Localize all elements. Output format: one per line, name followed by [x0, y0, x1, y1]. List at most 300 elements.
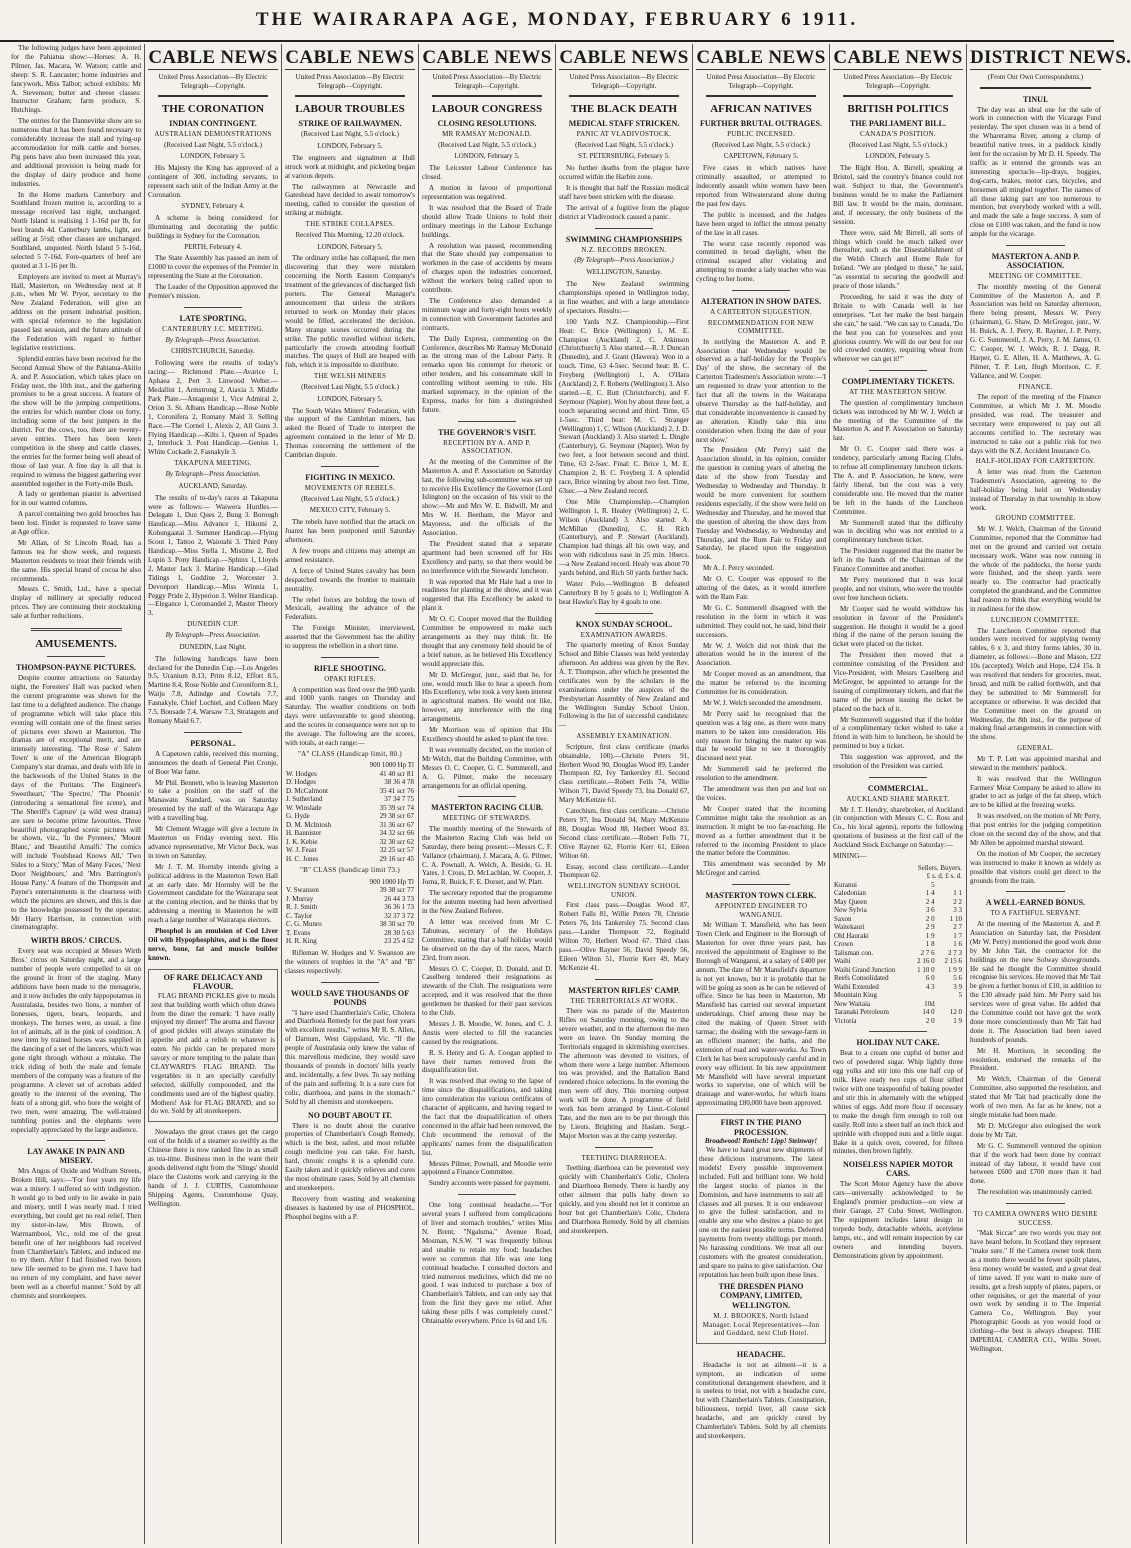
paragraph: It is thought that half the Russian medical staff have been stricken with the disease. [559, 184, 689, 202]
paragraph: There was no parade of the Masterton Rifles on Saturday morning, owing to the severe weather, and in the afternoon the men were on leave. On Sunday morning the Territorials engaged in skirmishing exercises. The afternoon was devoted to visitors, of whom there were a large number. Afternoon tea was provided, and the Battalion Band rendered choice selections. In the evening the men were off duty. This morning outpost work will be done. A programme of field work has been arranged by Lieut.-Colonel Tate, and the men are to be put through this by Lieuts. Brighting and Haslam. Sergt.-Major Morton was at the camp yesterday. [559, 1007, 689, 1140]
article-heading: FIGHTING IN MEXICO. [305, 473, 395, 482]
paragraph: Proceeding, he said it was the duty of Britain to with Canada well in her enterprises. "Let her make the best bargain she can," he said. "We can say to Canada, 'Do the best you can for yourselves and your glorious country. We will do our best for our old crowded country, requiring wheat from wherever we can get it!'" [833, 293, 963, 364]
paragraph: The Right Hon. A. Birrell, speaking at Bristol, said the country's finance could not wait. Subject to that, the Government's business would be to make the Parliament Bill law. It would be the main, dominant, and, if necessary, the only business of the session. [833, 164, 963, 226]
paragraph: Mr O. C. Cooper was opposed to the altering of the dates, as it would interfere with the Ram Fair. [696, 575, 826, 601]
row-name: C. Taylor [286, 911, 313, 920]
divider [843, 95, 953, 97]
article-heading: TO CAMERA OWNERS WHO DESIRE SUCCESS. [973, 1210, 1098, 1227]
paragraph: The Foreign Minister, interviewed, asserted that the Government has the ability to suppress the rebellion in a short time. [285, 624, 415, 651]
article-heading: ALTERATION IN SHOW DATES. [700, 297, 822, 307]
article-subheading: THE WELSH MINERS [313, 372, 387, 381]
columns [8, 44, 1131, 1544]
row-value: 29 16 scr 45 [379, 854, 414, 863]
paragraph: This amendment was seconded by Mr McGregor and carried. [696, 860, 826, 878]
paragraph: The railwaymen at Newcastle and Gateshead have decided to await tomorrow's meeting, called to consider the question of striking at midnight. [285, 182, 415, 218]
table-header: 900 1000 Hp Tl [369, 761, 414, 770]
paragraph: There were, said Mr Birrell, all sorts of things which could be much talked over thereafter, such as the Disestablishment of the Welsh Church and Home Rule for Ireland. "We are pledged to these," he said, "as essential to securing the goodwill and peace of those islands." [833, 228, 963, 291]
paragraph: "Mak Siccar" are two words you may not have heard before. In Scotland they represent "make sure." If the Camera owner took them as a motto there would be fewer spoilt plates, less money would be wasted, and a great deal of time saved. If you want to make sure of results, get a fresh supply of plates, papers, or other requisites, or get the material of your own work by sending it to The Imperial Camera Co., Wellington. Buy your Photographic Goods as you would food or clothing—the best is always cheapest. THE IMPERIAL CAMERA CO., Willis Street, Wellington. [970, 1229, 1101, 1353]
received-line: (Received Last Night, 5.5 o'clock.) [849, 140, 947, 149]
article-heading: TEETHING DIARRHOEA. [581, 1153, 667, 1162]
divider [732, 290, 791, 291]
row-value: 1 9 [925, 931, 935, 940]
row-name: R. J. Smith [286, 903, 318, 912]
divider [869, 777, 928, 778]
divider [1006, 891, 1065, 892]
table-row [833, 1000, 963, 1009]
article-subheading: THE TERRITORIALS AT WORK. [570, 996, 678, 1005]
divider [1006, 245, 1065, 246]
divider [869, 370, 928, 371]
row-value: 2 15 6 [944, 957, 962, 966]
paragraph: Messrs Pilmer, Pownall, and Moodie were appointed a Finance Committee. [422, 1159, 552, 1177]
correspondents-credit: (From Our Own Correspondents.) [987, 73, 1084, 81]
paragraph: The President then moved that a committee consisting of the President and Vice-President, with Messrs Caselberg and McGregor, be appointed to arrange for the issuing of complimentary tickets, and that the name of the person issuing the ticket be placed on the back of it. [833, 651, 963, 713]
column-1 [8, 44, 145, 1544]
scores-table-a [285, 761, 415, 863]
received-line: Received This Morning, 12.20 o'clock. [295, 230, 405, 239]
article-subheading: ASSEMBLY EXAMINATION. [576, 732, 672, 741]
column-6 [693, 44, 830, 1544]
paragraph: This suggestion was approved, and the resolution of the President was carried. [833, 753, 963, 771]
table-header: £ s. d. £ s. d. [926, 872, 962, 881]
ad-company: THE DRESDEN PIANO COMPANY, LIMITED, WELLINGTON. [718, 1281, 804, 1310]
paragraph: The arrival of a fugitive from the plague district at Vladivostock caused a panic. [559, 203, 689, 221]
table-row [833, 889, 963, 898]
column-8 [967, 44, 1131, 1544]
article-subheading: STRIKE OF RAILWAYMEN. [298, 119, 402, 128]
article-subheading: INDIAN CONTINGENT. [169, 119, 257, 128]
paragraph: Mr H. Morrison, in seconding the resolution, endorsed the remarks of the President. [970, 1046, 1101, 1073]
article-subheading: FURTHER BRUTAL OUTRAGES. [699, 119, 823, 128]
divider [184, 307, 243, 308]
dateline: LONDON, February 5. [865, 152, 931, 161]
row-name: W. J. Feast [286, 846, 317, 855]
article-subheading: EXAMINATION AWARDS. [580, 630, 668, 639]
paragraph: At the meeting of the Masterton A. and P. Association on Saturday last, the President (Mr W. Perry) mentioned the good work done by Mr John Tait, the contractor for the buildings on the new Solway showgrounds. He said he thought the Committee should recognise his services. He moved that Mr Tait be given a further bonus of £10, in addition to the £30 already paid him. Mr Perry said his services were of great value. He added that the Committee could not have got the work done more conscientiously than Mr Tait had done it. The Association had been saved hundreds of pounds. [970, 919, 1101, 1044]
article-subheading: APPOINTED ENGINEER TO WANGANUI. [714, 902, 808, 919]
column-heading: DISTRICT NEWS. [970, 44, 1101, 70]
article-subheading: PANIC AT VLADIVOSTOCK. [576, 130, 672, 138]
row-value: 1 7 [953, 931, 962, 940]
table-row [285, 812, 415, 821]
row-name: May Queen [834, 897, 867, 906]
article-subheading: MEETING OF STEWARDS. [442, 814, 532, 823]
paragraph: Mr Cooper moved as an amendment, that the matter be referred to the incoming Committee for its consideration. [696, 670, 826, 697]
article-subheading: HALF-HOLIDAY FOR CARTERTON. [975, 457, 1096, 466]
paragraph: Rifleman W. Hodges and V. Swanson are the winners of trophies in the "A" and "B" classes respectively. [285, 948, 415, 975]
received-line: (Received Last Night, 5.5 o'clock.) [712, 140, 810, 149]
article-subheading: CLOSING RESOLUTIONS. [437, 119, 537, 128]
paragraph: Mr O. C. Cooper said there was a tendency, particularly among Racing Clubs, to refuse all complimentary luncheon tickets. The A. and P. Association, he knew, were fairly liberal, but the cost was a very considerable one. He moved that the matter be left in the hands of the Luncheon Committee. [833, 445, 963, 516]
row-name: Crown [834, 940, 854, 949]
table-row [285, 804, 415, 813]
table-row [833, 923, 963, 932]
ad-agents: M. J. BROOKES, North Island Manager. Local Representatives—Inn and Goddard, next Club Hotel. [702, 1312, 820, 1338]
paragraph: Employers are invited to meet at Murray's Hall, Masterton, on Wednesday next at 8 p.m., when Mr W. Pryor, secretary to the New Zealand Federation, will give an address on the present industrial position, with special reference to the legislation passed last session, and the future attitude of the Federation with regard to further legislative restrictions. [11, 272, 141, 352]
table-row [285, 903, 415, 912]
paragraph: The President suggested that the matter be left in the hands of the Chairman of the Finance Committee and another. [833, 547, 963, 574]
row-value: 1 9 9 [948, 965, 962, 974]
row-value: 3 3 [953, 906, 962, 915]
paragraph: A lady or gentleman pianist is advertised for in our wanted columns. [11, 490, 141, 508]
section-heading: AMUSEMENTS. [35, 638, 117, 651]
row-value: 14 0 [922, 1008, 935, 1017]
row-value: 2 0 [925, 1016, 935, 1025]
paragraph: The quarterly meeting of Knox Sunday School and Bible Classes was held yesterday afternoon. An address was given by the Rev. A. T. Thompson, after which he presented the certificates won by the scholars in the examinations under the auspices of the Presbyterian Assembly of New Zealand and the Wellington Sunday School Union. Following is the list of successful candidates:— [559, 641, 689, 730]
dateline: LONDON, February 5. [317, 394, 383, 403]
paragraph: The day was an ideal one for the sale of work in connection with the Vicarage Fund yesterday. The spot chosen was in a bend of the Wharerama River, among a clump of beautiful native trees, in a paddock kindly lent for the occasion by Mr D. H. Speedy. The traffic as it entered the grounds was an interesting spectacle—lip-drays, buggies, dog-carts, brakes, motor cars, bicycles, and horsemen all mingled together. The names of all those taking part are too numerous to mention, but everybody worked with a will, and made the sale a huge success. A sum of close on £100 was taken, and the fund is now ample for the vicarage. [970, 105, 1102, 239]
paragraph: It was reported that Mr Hale had a tree in readiness for planting at the show, and it was suggested that His Excellency be asked to plant it. [422, 577, 552, 613]
article-heading: MASTERTON RIFLES' CAMP. [568, 985, 680, 995]
row-name: Victoria [834, 1016, 857, 1025]
article-heading: KNOX SUNDAY SCHOOL. [575, 619, 673, 629]
dateline: WELLINGTON, Saturday. [586, 268, 662, 277]
article-heading: SWIMMING CHAMPIONSHIPS [565, 234, 683, 244]
paragraph: The rebel forces are holding the town of Mexicali, awaiting the advance of the Federalists. [285, 595, 415, 622]
article-subheading: CANTERBURY J.C. MEETING. [162, 325, 264, 333]
paragraph: Catechism, first class certificate.—Christie Peters 97, Ina Donald 94, Mary McKenzie 88, Douglas Wood 88, Herbert Wood 83. Second class certificate.—Robert Fells 71, Olive Rayner 62, Florrie Kerr 61, Eileen Wilton 60. [559, 807, 689, 860]
received-line: (Received Last Night, 5.5 o'clock.) [164, 140, 262, 149]
paragraph: Mr J. T. Hendry, sharebroker, of Auckland (in conjunction with Messrs C. C. Ross and Co., his local agents), reports the following quotations of business at the first call of the Auckland Stock Exchange on Saturday:— [833, 805, 963, 850]
received-line: (Received Last Night, 5.5 o'clock.) [438, 140, 536, 149]
table-row [285, 920, 415, 929]
paragraph: The Daily Express, commenting on the Conference, describes Mr Ramsay McDonald as the strong man of the Labour Party. It remarks upon his contempt for rhetoric or other tenders, and his consummate skill in controlling without seeming to rule. His marked supremacy, in the opinion of the Express, marks for him a distinguished future. [422, 334, 552, 414]
table-row [833, 949, 963, 958]
article-subheading: AUSTRALIAN DEMONSTRATIONS [154, 130, 272, 138]
paragraph: It was resolved, on the motion of Mr Perry, that post entries for the judging competition close on the second day of the show, and that Mr Allen be appointed marshal steward. [970, 812, 1101, 847]
dateline: PERTH, February 4. [184, 242, 242, 251]
row-value: 3 9 [953, 982, 962, 991]
article-heading: HEADACHE. [736, 1349, 786, 1359]
paragraph: The secretary reported that the programme for the autumn meeting had been advertised in the New Zealand Referee. [422, 889, 552, 916]
paragraph: The Luncheon Committee reported that tenders were received for supplying twenty tables, 6 x 3, and thirty forms tables, 30 in. diameter, as follows:—Bone and Mason, £22 10s (accepted); Welch and Hope, £24 15s. It was resolved that tenders for groceries, meat, bread, and milk be called forthwith, and that they be submitted to Mr Summerell for acceptance or otherwise. It was decided that the Committee meet on the ground on Wednesday, the 8th inst., for the purpose of making final arrangements in connection with the show. [970, 626, 1101, 742]
row-name: D. Hodges [286, 778, 316, 787]
article-subheading: FINANCE. [1018, 382, 1053, 391]
dateline: SYDNEY, February 4. [181, 201, 245, 210]
row-value: 1 10 [949, 914, 962, 923]
divider [47, 1140, 106, 1141]
paragraph: A Capetown cable, received this morning, announces the death of General Piet Cronje, of Boer War fame. [148, 749, 278, 776]
row-name: H. C. Jones [286, 854, 319, 863]
paragraph: Mr William T. Mansfield, who has been Town Clerk and Engineer to the Borough of Masterton for over three years past, has received the appointment of Engineer to the Borough of Wanganui, at a salary of £400 per annum. The date of Mr Mansfield's departure is not yet known, but it is probable that he will be going as soon as he can be relieved of office. Since he has been in Masterton, Mr Mansfield has carried out several important undertakings. Chief among these may be cited the making of Queen Street with tarmac; the dealing with the sewage-farm in an efficient manner; the baths, and the extension of road and water-works. As Town Clerk he has been scrupulously careful and in every way efficient. In his new appointment Mr Mansfield will have several important works to supervise, one of which will be drainage and water-works, for which loans approximating £80,000 have been approved. [696, 921, 826, 1108]
paragraph: Mr Summerell stated that the difficulty was in deciding who was not entitled to a complimentary luncheon ticket. [833, 518, 963, 545]
row-value: 1 1 [953, 889, 962, 898]
column-7 [830, 44, 967, 1544]
divider [595, 1147, 654, 1148]
dateline: LONDON, February 5. [454, 152, 520, 161]
paragraph: First class pass.—Douglas Wood 87, Robert Falls 81, Willie Peters 78, Christie Peters 76, Iris Tankersley 75. Second class pass.—Lander Thompson 72, Reginald Wilton 70, Herbert Wood 67. Third class pass.—Olive Rayner 56, David Speedy 56, Eileen Wilton 51, Florrie Kerr 49, Mary McKenzie 41. [559, 901, 689, 972]
row-value: 5 [958, 991, 962, 1000]
row-name: Waihi Extended [834, 982, 879, 991]
row-name: Reefs Consolidated [834, 974, 889, 983]
table-row [285, 829, 415, 838]
paragraph: The Leicester Labour Conference has closed. [422, 164, 552, 182]
paragraph: No further deaths from the plague have occurred within the Harbin zone. [559, 164, 689, 182]
row-value: 2 7 6 [920, 948, 935, 957]
table-row [833, 915, 963, 924]
row-name: Waihi [834, 957, 851, 966]
row-value: 1 8 [925, 940, 935, 949]
paragraph: One Mile Championship.—Champion Wellington 1, R. Healey (Wellington) 2, C. Wilson (Auckland) 3. Also started: A. McMillan (Dunedin), C. H. Rich (Canterbury), and P. Stewart (Auckland). Champion had things all his own way, and won with ridiculous ease in 25 min. 18secs.—a New Zealand record. Healy was about 70 yards behind, and Rich 50 yards further back. [559, 497, 689, 578]
divider [31, 628, 122, 631]
article-heading: WOULD SAVE THOUSANDS OF POUNDS [290, 988, 410, 1007]
article-subheading: GENERAL. [1017, 744, 1054, 753]
row-name: V. Swanson [286, 886, 319, 895]
paragraph: The engineers and signalmen at Hull struck work at midnight, and picketing began at various depots. [285, 153, 415, 180]
paragraph: The rebels have notified that the attack on Juarez has been postponed until Saturday afternoon. [285, 518, 415, 545]
article-heading: AFRICAN NATIVES [710, 103, 812, 115]
ad-body: We have to hand great new shipments of these delicious instruments. The latest models! Every possible improvement included. Full and brilliant tone. We hold the largest stocks of pianos in the Dominion, and have instruments to suit all classes and all purses. It is our endeavour to give the fullest satisfaction, and to enable any one who desires a piano to get one on the easiest possible terms. Deferred payments from twenty shillings per month. No harassing conditions. We treat all our customers with the greatest consideration, and spare no pains to give satisfaction. Our reputation has been built upon these lines. [699, 1146, 823, 1279]
press-credit: United Press Association—By Electric Telegraph—Copyright. [843, 73, 953, 90]
press-credit: United Press Association—By Electric Telegraph—Copyright. [432, 73, 542, 90]
row-name: T. Evans [286, 928, 311, 937]
row-name: G. Hyde [286, 812, 310, 821]
table-row [833, 991, 963, 1000]
row-value: 1 6 [953, 940, 962, 949]
ad-piano-names: Broadwood! Ronisch! Lipp! Steinway! [704, 1137, 818, 1146]
wire-credit: By Telegraph—Press Association. [165, 335, 261, 344]
table-row [285, 846, 415, 855]
column-3 [282, 44, 419, 1544]
divider [321, 466, 380, 467]
column-5 [556, 44, 693, 1544]
dateline: CHRISTCHURCH, Saturday. [171, 347, 255, 356]
paragraph: 100 Yards N.Z. Championship.—First Heat: C. Brice (Wellington) 1, M. E. Champion (Auckland) 2, C. Atkinson (Christchurch) 3. Also started.—R. J. Duncan (Dunedin), and J. Grant (Hawera). Won in a touch. Time, 63 4-5sec. Second heat: B. C. Freyberg (Wellington) 1, A. O'Hara (Auckland) 2, F. Roberts (Wellington) 3. Also started.—E. C. Butt (Christchurch), and F. Seymour (Napier). Won by about three feet, a touch separating second and third. Time, 65 1-5sec. Third heat: M. C. Stranger (Wellington) 1, C. Wilson (Auckland) 2, J. D. Stewart (Auckland) 3. Also started: L. Dingle (Canterbury), G. Seymour (Napier). Won by two feet, a foot between second and third. Time, 63 2-5sec. Final: C. Brice 1, M. E. Champion 2, B. C. Freyberg 3. A splendid race, Brice winning by about two feet. Time, 63sec.—a New Zealand record. [559, 317, 689, 495]
table-title: "A" CLASS (Handicap limit, 80.) [297, 749, 403, 758]
row-value: 32 30 scr 62 [379, 837, 414, 846]
masthead-title: THE WAIRARAPA AGE, MONDAY, FEBRUARY 6 1911. [255, 9, 859, 30]
paragraph: It was resolved that the Board of Trade should allow Trade Unions to hold their ordinary meetings in the Labour Exchange buildings. [422, 203, 552, 239]
paragraph: The ordinary strike has collapsed, the men discovering that they were mistaken concerning the North Eastern Company's treatment of the grievances of discharged fish porters. The General Manager's announcement that unless the strikers returned to work on Monday their places would be filled, accelerated the decision. Many strange scenes occurred during the strike. The public travelled without tickets, particularly the crowds attending football matches. The quays of Hull are heaped with fish, which it is impossible to distribute. [285, 254, 415, 370]
paragraph: One long continual headache.—"For several years I suffered from complications of liver and stomach troubles," writes Miss N. Brent, "Ngaluma," Avenue Road, Mosman, N.S.W. "I was frequently bilious and unable to retain my food; headaches were so common that life was one long continual headache. I consulted doctors and tried numerous medicines, which did me no good. I was induced to purchase a box of Chamberlain's Tablets, and can only say that from the first they gave me relief. After taking these pills I was completely cured." Obtainable everywhere. Price 1s 6d and 1/6. [422, 1201, 552, 1326]
paragraph: Recovery from wasting and weakening diseases is hastened by use of PHOSPHOL. Phosphol begins with a P. [285, 1194, 415, 1221]
received-line: (Received Last Night, 5.5 o'clock.) [301, 130, 399, 138]
row-value: 32 37 3 72 [384, 911, 414, 920]
share-table [833, 864, 963, 1026]
ad-title: OF RARE DELICACY AND FLAVOUR. [163, 972, 263, 992]
paragraph: Scripture, first class certificate (marks obtainable, 100).—Christie Peters 91, Herbert Wood 90, Douglas Wood 89, Lander Thompson 82, Ivy Tankersley 81. Second class certificate.—Robert Fells 74, Willie Wilson 71, David Speedy 73, Ina Donald 67, Mary McKenzie 61. [559, 742, 689, 805]
press-credit: United Press Association—By Electric Telegraph—Copyright. [569, 73, 679, 90]
paragraph: Mr W. J. Welch seconded the amendment. [703, 698, 823, 707]
article-subheading: WELLINGTON SUNDAY SCHOOL UNION. [567, 882, 681, 899]
divider [432, 95, 542, 97]
article-subheading: MEDICAL STAFF STRICKEN. [568, 119, 680, 128]
column-heading: CABLE NEWS [285, 44, 415, 70]
paragraph: A few troops and citizens may attempt an armed resistance. [285, 547, 415, 564]
divider [158, 95, 268, 97]
article-heading: THE GOVERNOR'S VISIT. [438, 427, 536, 437]
row-name: Waitekauri [834, 923, 865, 932]
row-name: New Sylvia [834, 906, 867, 915]
paragraph: The following handicaps have been declared for the Dunedin Cup.—Los Angeles 9.5, Uranium 8.13, Prim 8.12, Effort 8.5, Martine 8.4, Rose Noble and Coroniform 8.1, Waiju 7.8, Adindge and Cowtals 7.7, Fasnakyle, Chief Lochiel, and Colleen Mary 7.5, Bonsade 7.4, Warsaw 7.3, Stratagem and Romany Maid 6.7. [148, 654, 278, 725]
paragraph: Mr G. C. Summerell disagreed with the resolution in the form in which it was submitted. They could not, he said, bind their successors. [696, 603, 826, 639]
paragraph: Mr T. P. Lett was appointed marshal and steward in the members' paddock. [970, 754, 1101, 772]
row-value: 31 36 scr 67 [379, 820, 414, 829]
table-row [285, 929, 415, 938]
row-value: 6 0 [925, 974, 935, 983]
table-row [285, 855, 415, 864]
paragraph: Mr G. C. Summerell ventured the opinion that if the work had been done by contract instead of day labour, it would have cost between £600 and £700 more than it had done. [970, 1141, 1101, 1186]
article-subheading: TO A FAITHFUL SERVANT. [990, 909, 1081, 918]
row-value: 1 10 0 [917, 965, 935, 974]
row-name: New Waitaia [834, 999, 871, 1008]
column-heading: CABLE NEWS [833, 44, 963, 70]
article-heading: MASTERTON A. AND P. ASSOCIATION. [991, 252, 1080, 271]
received-line: (Received Last Night, 5.5 o'clock.) [301, 382, 399, 391]
row-value: 38 36 4 78 [384, 778, 414, 787]
paragraph: The Leader of the Opposition approved the Premier's mission. [148, 283, 278, 301]
paragraph: A motion in favour of proportional representation was negatived. [422, 184, 552, 202]
dateline: CAPETOWN, February 5. [723, 152, 799, 161]
article-heading: A WELL-EARNED BONUS. [985, 898, 1086, 908]
row-name: J. Murray [286, 894, 314, 903]
paragraph: Beat to a cream one cupful of butter and two of powdered sugar. Whip lightly three egg yolks and stir into this one half cup of milk. Have ready two cups of flour sifted twice with one teaspoonful of baking powder and stir this in alternately with the whipped whites of eggs. Add more flour if necessary to make the dough firm enough to roll out easily. Roll into a sheet half an inch thick and sprinkle with chopped nuts and a little sugar. Bake in a quick oven, covered, for fifteen minutes, then brown lightly. [833, 1049, 963, 1156]
paragraph: Every seat was occupied at Messrs Wirth Bros.' circus on Saturday night, and a large number of people were compelled to sit on the ground in front of the staging. Many additions have been made to the menagerie, and it now includes the only hippopotamus in Australasia, besides two lions, a number of lionesses, tigers, bears, leopards, and monkeys. The horses were, as usual, a fine lot of animals, all in the pink of condition. A new item by trained horses was supplied in the dancing of a set of the lancers, which was gone right through without a mistake. The trick riding of both the male and female members of the company was a feature of the programme. A clever set of acrobats added greatly to the interest of the evening. The feats of a strong girl, who bore the weight of two men, were amazing. The well-trained tumbling ponies and the elephants were especially appreciated by the large audience. [11, 947, 141, 1134]
divider [569, 95, 679, 97]
table-row [833, 966, 963, 975]
article-subheading: DUNEDIN CUP. [187, 620, 239, 629]
article-subheading: MR RAMSAY McDONALD. [442, 130, 532, 138]
article-subheading: MEETING OF COMMITTEE. [988, 272, 1083, 281]
table-row [833, 974, 963, 983]
row-value: 36 36 1 73 [384, 903, 414, 912]
article-heading: HOLIDAY NUT CAKE. [856, 1038, 940, 1048]
article-heading: COMPLIMENTARY TICKETS. [841, 377, 955, 387]
row-name: Kuranui [834, 880, 857, 889]
scores-table-b [285, 878, 415, 946]
article-heading: PERSONAL. [190, 738, 236, 748]
table-row [285, 937, 415, 946]
article-subheading: OPAKI RIFLES. [324, 675, 376, 683]
paragraph: A letter was received from Mr C. Tabuteau, secretary of the Holidays Committee, stating that a half holiday would be observed on the day of the races, March 23rd, from noon. [422, 917, 552, 962]
table-row [285, 886, 415, 895]
table-row [833, 1017, 963, 1026]
article-heading: TINUI. [1022, 94, 1049, 104]
article-heading: LABOUR TROUBLES [295, 103, 405, 115]
article-heading: MASTERTON RACING CLUB. [431, 803, 543, 813]
article-subheading: RECOMMENDATION FOR NEW COMMITTEE. [707, 318, 815, 336]
divider [706, 95, 816, 97]
divider [869, 1031, 928, 1032]
paragraph: Five cases in which natives have criminally assaulted, or attempted to indecently assault white women have been reported from Witwatersrand alone during the past few days. [696, 164, 826, 208]
divider [321, 982, 380, 983]
wire-credit: By Telegraph—Press Association. [165, 469, 261, 478]
paragraph: Despite counter attractions on Saturday night, the Foresters' Hall was packed when the current programme was shown for the last time to a delighted audience. The change of programme which will take place this evening will contain one of the finest series of pictures ever shown at Masterton. The dramas are of exceptional merit, and are intensely interesting. 'The Rose o' Salem Town' is one of the American Biograph Company's star dramas, and deals with life in the backwoods of the United States in the days of the Puritans. 'The Engineer's Sweetheart,' 'The Spectre,' 'The Phoenix' (introducing a sensational fire scene), and 'The Sheriff's Capture' (a wild west drama) are sure to become prime favourites. Three beautiful photographed scenic pictures will be shown, viz., 'In the Pyrenees,' 'Mount Blanc,' and 'Beautiful Amalfi.' The comics will include 'Foolshead Knows All,' 'Two Sides to a Story,' 'Man of Many Faces,' 'Next Door Neighbours,' and 'Mrs Barrington's House Party.' A feature of the Thompson and Payne's entertainments is the clearness with which the pictures are shown, and this is due to the knowledge possessed by the operator, Mr Harry Harrison, in connection with cinematography. [11, 674, 141, 932]
table-row [833, 940, 963, 949]
paragraph: Messrs C. Smith, Ltd., have a special display of millinery at specially reduced prices. They are continuing their stocktaking sale at further reductions. [11, 585, 141, 621]
article-heading: NOISELESS NAPIER MOTOR CARS. [842, 1160, 954, 1179]
row-value: 2 16 0 [917, 957, 935, 966]
divider [458, 796, 517, 797]
table-row [833, 932, 963, 941]
table-row [833, 898, 963, 907]
column-heading: CABLE NEWS [696, 44, 826, 70]
row-name: Talisman con. [834, 948, 874, 957]
article-subheading: CANADA'S POSITION. [860, 130, 936, 138]
paragraph: Mr D. McGregor, junr., said that he, for one, would much like to hear a speech from His Excellency, who took a very keen interest in agricultural matters. He would not like, however, any interference with the ring arrangements. [422, 670, 552, 724]
column-heading: CABLE NEWS [559, 44, 689, 70]
article-subheading: TAKAPUNA MEETING. [174, 459, 252, 468]
paragraph: "I have used Chamberlain's Colic, Cholera and Diarrhoea Remedy for the past four years with excellent results," writes Mr R. S. Allen, of Darnum, West Gippsland, Vic. "If the people of Australasia only knew the value of this marvellous medicine, they would save thousands of pounds in doctors' bills yearly and, incidentally, a few lives. To say nothing of the pain and suffering. It is a sure cure for colic, diarrhoea, and pains in the stomach." Sold by all chemists and storekeepers. [285, 1008, 415, 1106]
row-value: 23 25 4 52 [384, 937, 414, 946]
row-value: 5 [931, 880, 935, 889]
paragraph: It was resolved that owing to the lapse of time since the disqualifications, and taking into consideration the various certificates of character of applicants, and having regard to the fact that the disqualification of others concerned in the affair had been removed, the Club recommend the removal of the applicants' names from the disqualification list. [422, 1077, 552, 1157]
paragraph: The results of to-day's races at Takapuna were as follows:— Waiwera Hurdles.—Delegate 1, Dun Ques 2, Bung 3. Borough Handicap.—Miss Advance 1, Hikumi 2, Kohungaatai 3. Summer Handicap.—Flying Scout 1, Tattoo 2, Waiotahi 3. Third Pony Handicap.—Miss Stella 1, Mistime 2, Red Lupin 3. Pony Handicap.—Sphinx 1, Lloyds 2, Master Jack 3. Marine Handicap.—Glad Tidings 1, Goddine 2, Worcester 3. Devonport Handicap.—Miss Winnia 1, Peggy Pride 2, Hyperion 3. Welter Handicap.—Elegance 1, Coromandel 2, Master Theory 3. [148, 493, 278, 618]
article-heading: THE BLACK DEATH [570, 103, 678, 115]
row-value: 2 4 [925, 897, 935, 906]
row-value: 1 4 [925, 889, 935, 898]
divider [321, 657, 380, 658]
column-heading: CABLE NEWS [422, 44, 552, 70]
article-subheading: N.Z. RECORDS BROKEN. [581, 245, 667, 254]
paragraph: The South Wales Miners' Federation, with the support of the Cambrian miners, has asked the Board of Trade to interpret the agreement contained in the letter of Mr D. Thomas concerning the settlement of the Cambrian dispute. [285, 406, 415, 460]
row-name: Saxon [834, 914, 852, 923]
row-name: Waihi Grand Junction [834, 965, 896, 974]
article-subheading: RECEPTION BY A. AND P. ASSOCIATION. [443, 438, 531, 456]
divider [595, 228, 654, 229]
row-value: 3 6 [925, 906, 935, 915]
row-value: 2 7 [953, 923, 962, 932]
paragraph: Mr O. C. Cooper moved that the Building Committee be empowered to make such arrangements as they may think fit. He thought that any ceremony held should be of a brief nature, as he believed His Excellency would appreciate this. [422, 615, 552, 668]
table-header: 900 1000 Hp Tl [369, 877, 414, 886]
paragraph: Mr Perry mentioned that it was local people, and not visitors, who were the trouble over free luncheon tickets. [833, 575, 963, 602]
divider [184, 732, 243, 733]
row-value [908, 991, 935, 1000]
table-row [285, 787, 415, 796]
paragraph: Phosphol is an emulsion of Cod Liver Oil with Hypophosphites, and is the finest nerve, bone, fat and muscle builder known. [148, 927, 278, 962]
press-credit: United Press Association—By Electric Telegraph—Copyright. [706, 73, 816, 90]
table-title: "B" CLASS (handicap limit 73.) [299, 866, 401, 875]
dateline: LONDON, February 5. [317, 242, 383, 251]
paragraph: The worst case recently reported was committed in broad daylight, when the criminal escaped after violating and attempting to murder a lady teacher who was cycling to her home. [696, 239, 826, 284]
paragraph: His Majesty the King has approved of a contingent of 300, including servants, to represent each unit of the Indian Army at the Coronation. [148, 164, 278, 200]
row-value: 2 0 [925, 914, 935, 923]
article-heading: WIRTH BROS.' CIRCUS. [30, 936, 122, 946]
table-row [833, 957, 963, 966]
paragraph: The following judges have been appointed for the Pahiatua show:—Horses: A. H. Pilmer, Jas. Macara, W. Watson; cattle and sheep: S. R. Lancaster; home industries and fancywork, Miss Talbot; school exhibits: Mr A. Stevenson; butter and cheese classes: Instructor Graham; farm produce, S. Hutchings. [11, 44, 141, 115]
advertisement [696, 1114, 826, 1344]
paragraph: The resolution was unanimously carried. [977, 1188, 1093, 1197]
paragraph: On the motion of Mr Cooper, the secretary was instructed to make it known as widely as possible that visitors could get direct to the grounds from the train. [970, 849, 1101, 885]
paragraph: The entries for the Dannevirke show are so numerous that it has been found necessary to considerably increase the stall and tying-up accommodation for milk cattle and horses. Pig pens have also been increased this year, and additional provision is being made for the display of dairy produce and home industries. [11, 117, 141, 188]
received-line: (Received Last Night, 5.5 o'clock.) [301, 494, 399, 503]
row-value [936, 881, 963, 890]
paragraph: Mr W. J. Welch did not think that the alteration would be in the interest of the Association. [696, 641, 826, 668]
divider [1006, 1203, 1065, 1204]
article-heading: LABOUR CONGRESS [431, 103, 543, 115]
paragraph: Mr A. J. Percy seconded. [703, 564, 775, 573]
divider [595, 979, 654, 980]
paragraph: The amendment was then put and lost on the voices. [696, 785, 826, 802]
divider [595, 613, 654, 614]
paragraph: Following were the results of today's racing:— Richmond Plate.—Avarice 1, Aphaea 2, Pert 3. Linwood Welter.—Medallist 1, Armstrong 2, Aiaxia 3. Middle Park Plate.—Antagonist 1, Vice Admiral 2, Orion 3. St. Albans Handicap.—Rose Noble 1, Coronifera 2, Romany Maid 3. Selling Race.—The Cornel 1, Alexis 2, All Guns 3. Flying Handicap.—Kilts 1, Queen of Spades 2, Interlock 3. Post Handicap.—Genius 1, White Cockade 2, Fasnakyle 3. [148, 359, 278, 457]
paragraph: Mr Perry said he recognised that the question was a big one, as there were many matters to be taken into consideration. His only reason for bringing the matter up was that he would like to see it thoroughly discussed next year. [696, 709, 826, 763]
dateline: AUCKLAND, Saturday. [178, 481, 248, 490]
article-heading: THOMPSON-PAYNE PICTURES. [15, 663, 136, 673]
row-value: 2 7 3 [948, 948, 962, 957]
paragraph: There is no doubt about the curative properties of Chamberlain's Cough Remedy, which is the best, safest, and most reliable cough medicine you can take. For harsh, hard, chronic coughs it is a splendid cure. Easily taken and it quickly relieves and cures the most obstinate cases. Sold by all chemists and storekeepers. [285, 1121, 415, 1192]
row-value: 4 3 [925, 982, 935, 991]
wire-credit: (By Telegraph—Press Association.) [574, 256, 674, 265]
paragraph: The President (Mr Perry) said the Association should, in his opinion, consider the question in coming years of altering the date of the show from Tuesday and Wednesday to Wednesday and Thursday. It would be more convenient for southern residents especially, if the show were held on Wednesday and Thursday, and he moved that the question of altering the show days from Tuesday and Wednesday, to Wednesday and Thursday, and the Rum Fair to Friday and Saturday, be placed upon the suggestion book. [696, 446, 826, 562]
row-value [936, 1000, 963, 1009]
article-subheading: AUCKLAND SHARE MARKET. [846, 795, 950, 803]
divider [980, 87, 1091, 89]
advertisement [148, 969, 278, 1123]
ad-title: FIRST IN THE PIANO PROCESSION. [720, 1118, 802, 1137]
paragraph: Essay, second class certificate.—Lander Thompson 62. [559, 862, 689, 880]
row-value: 29 38 scr 67 [379, 812, 414, 821]
